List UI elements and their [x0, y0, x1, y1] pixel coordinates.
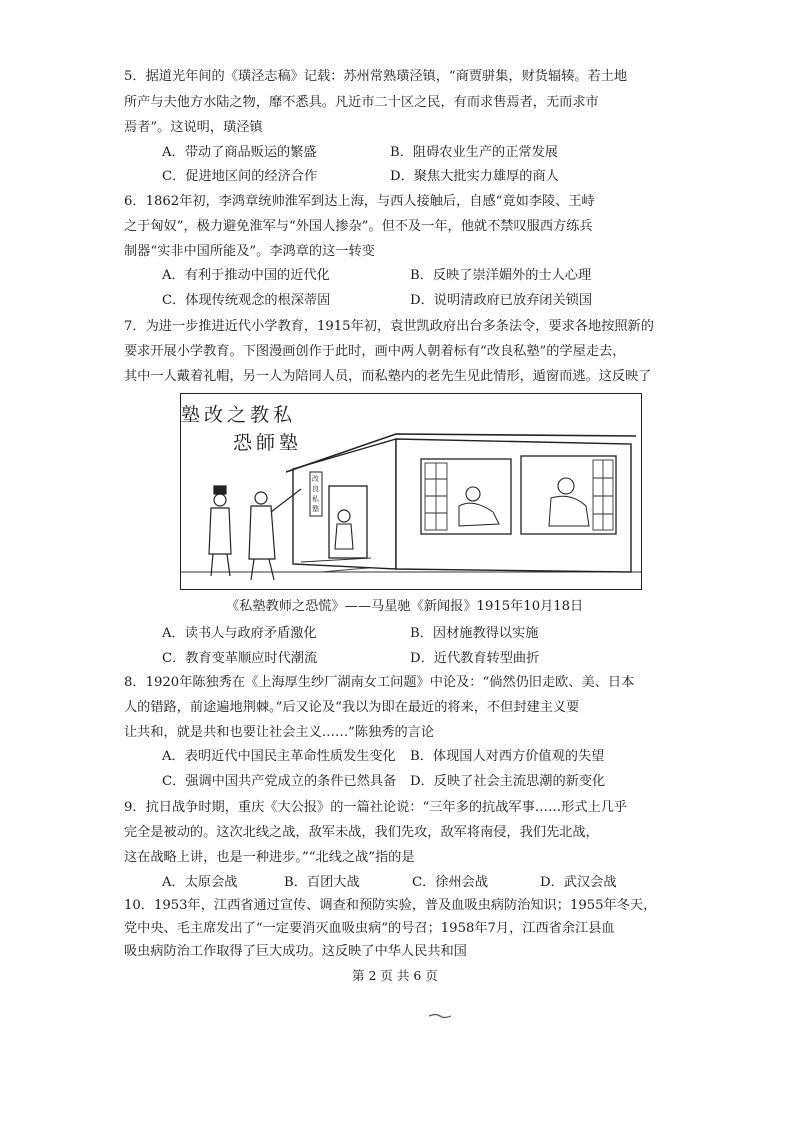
q10-line-1: 10．1953年，江西省通过宣传、调查和预防实验，普及血吸虫病防治知识；1955年冬天，	[124, 898, 657, 913]
q7-option-a: A．读书人与政府矛盾激化	[162, 626, 317, 641]
cartoon-title-bottom: 恐師塾	[233, 432, 303, 454]
scan-smudge	[428, 1012, 452, 1020]
q8-option-a: A．表明近代中国民主革命性质发生变化	[162, 749, 396, 764]
q5-line-2: 所产与夫他方水陆之物，靡不悉具。凡近市二十区之民，有而求售焉者，无而求市	[124, 95, 599, 110]
cartoon-door-sign-text: 改良私塾	[312, 475, 319, 513]
q9-option-c: C．徐州会战	[412, 875, 489, 890]
page-number: 第 2 页 共 6 页	[352, 968, 438, 983]
q9-option-a: A．太原会战	[162, 875, 238, 890]
q6-line-1: 6．1862年初，李鸿章统帅淮军到达上海，与西人接触后，自感“竟如李陵、王峙	[124, 194, 595, 209]
q7-option-b: B．因材施教得以实施	[410, 626, 539, 641]
cartoon-title-top: 塾改之教私	[181, 404, 297, 426]
q6-option-d: D．说明清政府已放弃闭关锁国	[410, 293, 593, 308]
q7-option-d: D．近代教育转型曲折	[410, 651, 540, 666]
q5-option-d: D．聚焦大批实力雄厚的商人	[390, 169, 559, 184]
q9-option-b: B．百团大战	[284, 875, 360, 890]
q10-line-3: 吸虫病防治工作取得了巨大成功。这反映了中华人民共和国	[124, 944, 467, 959]
q9-line-3: 这在战略上讲，也是一种进步。”“北线之战”指的是	[124, 850, 415, 865]
q8-option-d: D．反映了社会主流思潮的新变化	[410, 774, 606, 789]
two-men	[209, 486, 301, 580]
figure-caption: 《私塾教师之恐慌》——马星驰《新闻报》1915年10月18日	[226, 599, 584, 614]
q9-option-d: D．武汉会战	[540, 875, 617, 890]
q5-option-c: C．促进地区间的经济合作	[162, 169, 318, 184]
q6-option-a: A．有利于推动中国的近代化	[162, 268, 330, 283]
q10-line-2: 党中央、毛主席发出了“一定要消灭血吸虫病”的号召；1958年7月，江西省余江县血	[124, 921, 615, 936]
q9-line-1: 9．抗日战争时期，重庆《大公报》的一篇社论说：“三年多的抗战军事……形式上几乎	[124, 800, 628, 815]
q9-line-2: 完全是被动的。这次北线之战，敌军未战，我们先攻，敌军将南侵，我们先北战，	[124, 825, 599, 840]
q7-line-3: 其中一人戴着礼帽，另一人为陪同人员，而私塾内的老先生见此情形，遁窗而逃。这反映了	[124, 369, 652, 384]
right-window	[521, 456, 616, 534]
q8-line-3: 让共和，就是共和也要让社会主义……”陈独秀的言论	[124, 725, 435, 740]
q6-line-2: 之于匈奴”，极力避免淮军与“外国人掺杂”。但不及一年，他就不禁叹服西方练兵	[124, 219, 593, 234]
q8-line-2: 人的错路，前途遍地荆棘。”后又论及“我以为即在最近的将来，不但封建主义要	[124, 700, 580, 715]
cartoon-figure	[180, 393, 642, 590]
q7-line-2: 要求开展小学教育。下图漫画创作于此时，画中两人朝着标有“改良私塾”的学屋走去，	[124, 344, 626, 359]
q5-line-1: 5．据道光年间的《璜泾志稿》记载：苏州常熟璜泾镇，“商贾骈集，财货辐辏。若土地	[124, 69, 628, 84]
q6-option-b: B．反映了崇洋媚外的士人心理	[410, 268, 592, 283]
q7-line-1: 7．为进一步推进近代小学教育，1915年初，袁世凯政府出台多条法令，要求各地按照新的	[124, 319, 654, 334]
q8-option-b: B．体现国人对西方价值观的失望	[410, 749, 605, 764]
q6-line-3: 制器“实非中国所能及”。李鸿章的这一转变	[124, 244, 375, 259]
q7-option-c: C．教育变革顺应时代潮流	[162, 651, 318, 666]
q8-option-c: C．强调中国共产党成立的条件已然具备	[162, 774, 397, 789]
q8-line-1: 8．1920年陈独秀在《上海厚生纱厂湖南女工问题》中论及：“倘然仍旧走欧、美、日本	[124, 675, 635, 690]
q5-option-a: A．带动了商品贩运的繁盛	[162, 145, 317, 160]
q6-option-c: C．体现传统观念的根深蒂固	[162, 293, 331, 308]
q5-option-b: B．阻碍农业生产的正常发展	[390, 145, 558, 160]
q5-line-3: 焉者”。这说明，璜泾镇	[124, 120, 263, 135]
